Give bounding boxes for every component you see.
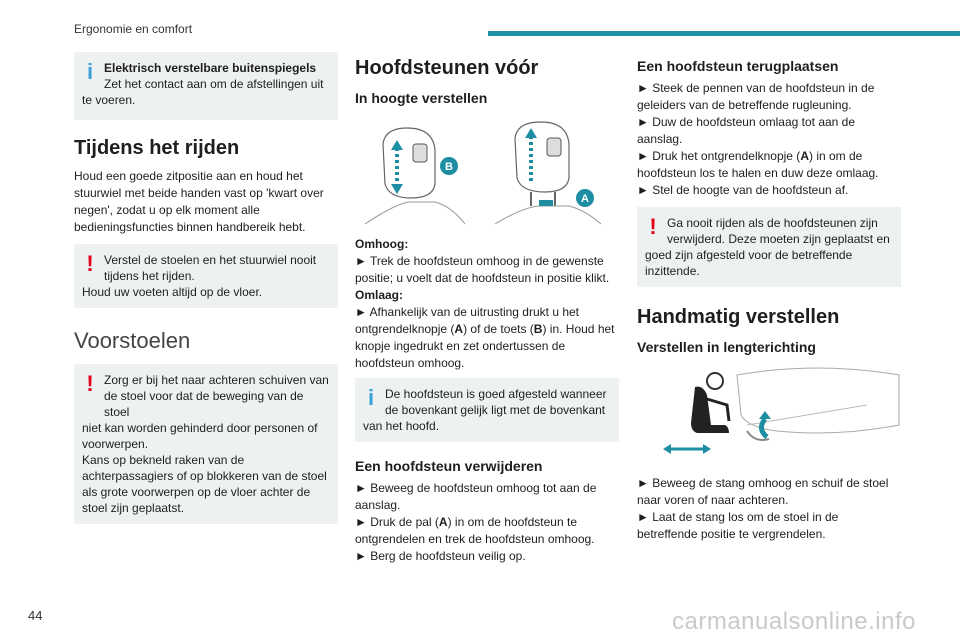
watermark: carmanualsonline.info (672, 608, 916, 635)
column-3 (637, 52, 901, 549)
warning-line: Zorg er bij het naar achteren schuiven van (104, 373, 329, 387)
info-line: van het hoofd. (363, 419, 440, 433)
info-line: De hoofdsteun is goed afgesteld wanneer (385, 387, 607, 401)
heading-lengterichting: Verstellen in lengterichting (637, 339, 816, 355)
refit-step-2: ► Duw de hoofdsteun omlaag tot aan de aanslag. (637, 115, 856, 146)
heading-handmatig: Handmatig verstellen (637, 306, 840, 328)
warning-box-seats (74, 364, 338, 524)
warning-line: Kans op bekneld raken van de achterpassagiers of op blokkeren van de stoel als grote voorwerpen op de vloer achter de stoel zijn geplaatst. (82, 453, 327, 515)
subheading-hoogte: In hoogte verstellen (355, 90, 488, 106)
info-box-title: Elektrisch verstelbare buitenspiegels (104, 61, 317, 75)
header-accent-bar (488, 31, 960, 36)
heading-voorstoelen: Voorstoelen (74, 328, 191, 353)
column-1 (74, 52, 338, 524)
headrest-illustration (355, 114, 619, 232)
headrest-svg (355, 114, 619, 232)
info-box-line: te voeren. (82, 93, 136, 107)
info-box-mirrors (74, 52, 338, 120)
info-icon: i (367, 385, 375, 410)
warning-line: Houd uw voeten altijd op de vloer. (82, 285, 263, 299)
heading-hoofdsteunen: Hoofdsteunen vóór (355, 57, 539, 79)
omlaag-label: Omlaag: (355, 288, 404, 302)
warning-line: de stoel voor dat de beweging van de stoel (104, 389, 304, 419)
remove-step-2 (355, 514, 619, 548)
heading-terugplaatsen: Een hoofdsteun terugplaatsen (637, 58, 839, 74)
warning-line: Verstel de stoelen en het stuurwiel nooit (104, 253, 317, 267)
warning-box-driving (74, 244, 338, 308)
text-span: ) in. Houd het knopje ingedrukt en zet ondertussen de hoofdsteun omhoog. (355, 322, 615, 370)
info-box-line: Zet het contact aan om de afstellingen uit (104, 77, 324, 91)
refit-step-3 (637, 148, 901, 182)
omlaag-text (355, 304, 619, 372)
info-icon: i (86, 59, 94, 84)
column-2 (355, 52, 619, 571)
remove-step-1: ► Beweeg de hoofdsteun omhoog tot aan de aanslag. (355, 481, 597, 512)
seat-illustration (637, 365, 901, 465)
long-step-2: ► Laat de stang los om de stoel in de betreffende positie te vergrendelen. (637, 510, 839, 541)
omhoog-text: ► Trek de hoofdsteun omhoog in de gewenste positie; u voelt dat de hoofdsteun in positie klikt. (355, 254, 610, 285)
warning-line: niet kan worden gehinderd door personen of voorwerpen. (82, 421, 318, 451)
label-b: B (445, 161, 453, 173)
seat-svg (637, 365, 901, 465)
refit-step-1: ► Steek de pennen van de hoofdsteun in de geleiders van de betreffende rugleuning. (637, 81, 875, 112)
text-span: ) in om de hoofdsteun te ontgrendelen en trek de hoofdsteun omhoog. (355, 515, 595, 546)
warning-line: verwijderd. Deze moeten zijn geplaatst en (667, 232, 890, 246)
text-span: ► Afhankelijk van de uitrusting drukt u het ontgrendelknopje ( (355, 305, 580, 336)
text-span: ) in om de hoofdsteun los te halen en duw deze omlaag. (637, 149, 879, 180)
warning-box-headrest (637, 207, 901, 287)
ref-a: A (800, 149, 809, 163)
remove-step-3: ► Berg de hoofdsteun veilig op. (355, 549, 526, 563)
paragraph: Houd een goede zitpositie aan en houd het stuurwiel met beide handen vast op 'kwart over negen', zodat u op elk moment alle bedieningsfuncties binnen handbereik hebt. (74, 169, 324, 234)
text-span: ) of de toets ( (463, 322, 534, 336)
heading-verwijderen: Een hoofdsteun verwijderen (355, 458, 543, 474)
warning-icon: ! (649, 214, 657, 239)
omhoog-label: Omhoog: (355, 237, 409, 251)
warning-icon: ! (86, 371, 94, 396)
warning-line: goed zijn afgesteld voor de betreffende inzittende. (645, 248, 853, 278)
section-title: Ergonomie en comfort (74, 22, 193, 36)
info-line: de bovenkant gelijk ligt met de bovenkant (385, 403, 606, 417)
warning-line: Ga nooit rijden als de hoofdsteunen zijn (667, 216, 878, 230)
ref-b: B (533, 322, 543, 336)
label-a: A (581, 193, 589, 205)
warning-line: tijdens het rijden. (104, 269, 195, 283)
info-box-headrest (355, 378, 619, 442)
text-span: ► Druk de pal ( (355, 515, 439, 529)
ref-a: A (454, 322, 464, 336)
page-number: 44 (28, 608, 43, 623)
text-span: ► Druk het ontgrendelknopje ( (637, 149, 801, 163)
refit-step-4: ► Stel de hoogte van de hoofdsteun af. (637, 183, 849, 197)
long-step-1: ► Beweeg de stang omhoog en schuif de stoel naar voren of naar achteren. (637, 476, 889, 507)
ref-a: A (438, 515, 448, 529)
warning-icon: ! (86, 251, 94, 276)
heading-tijdens-het-rijden: Tijdens het rijden (74, 137, 240, 159)
